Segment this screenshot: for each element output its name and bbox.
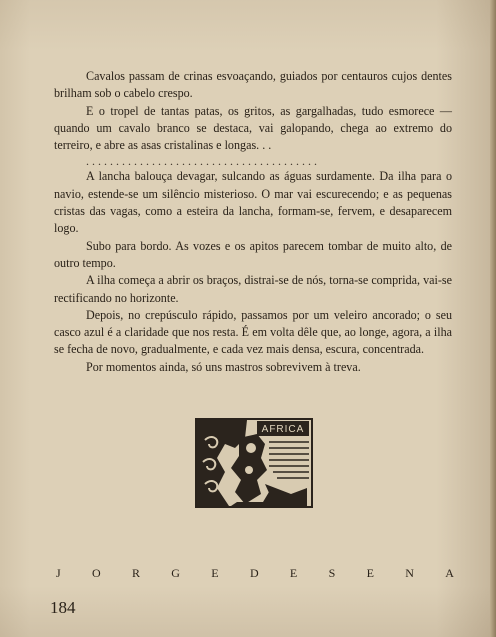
paragraph: E o tropel de tantas patas, os gritos, as gargalhadas, tudo esmorece —quando um cavalo branco se destaca, vai galopando, chega ao extremo do terreiro, e abre as asas cristalinas e longas. . .	[54, 103, 452, 153]
page-edge	[490, 0, 496, 637]
paragraph: Subo para bordo. As vozes e os apitos parecem tombar de muito alto, de outro tempo.	[54, 238, 452, 270]
author-letter: G	[171, 566, 180, 580]
section-separator: . . . . . . . . . . . . . . . . . . . . . . . . . . . . . . . . . . . . . . .	[86, 154, 317, 169]
author-letter: R	[131, 566, 140, 580]
author-letter: J	[56, 566, 61, 580]
paragraph: A lancha balouça devagar, sulcando as águas surdamente. Da ilha para o navio, estende-se um silêncio misterioso. O mar vai escurecendo; e as pequenas cristas das vagas, como a esteira da lancha, formam-se, fervem, e desaparecem logo.	[54, 169, 452, 236]
author-letter: N	[405, 566, 414, 580]
africa-emblem	[195, 418, 313, 508]
author-letter: E	[211, 566, 219, 580]
author-letter: E	[366, 566, 374, 580]
paragraph: Depois, no crepúsculo rápido, passamos por um veleiro ancorado; o seu casco azul é a claridade que nos resta. É em volta dêle que, ao longe, agora, a ilha se fecha de novo, gradualmente, e cada vez mais densa, escura, concentrada.	[54, 307, 452, 357]
author-letter: O	[91, 566, 101, 580]
author-letter: E	[289, 566, 298, 580]
paragraph: Cavalos passam de crinas esvoaçando, guiados por centauros cujos dentes brilham sob o cabelo crespo.	[54, 69, 452, 101]
paragraph: A ilha começa a abrir os braços, distrai-se de nós, torna-se comprida, vai-se rectificando no horizonte.	[54, 273, 452, 305]
page-number: 184	[50, 598, 76, 617]
body-text	[54, 68, 452, 376]
author-letter: D	[249, 566, 259, 580]
paragraph: Por momentos ainda, só uns mastros sobrevivem à treva.	[86, 359, 361, 374]
emblem-label: AFRICA	[261, 424, 305, 435]
author-letter: S	[328, 566, 336, 580]
author-name	[56, 566, 454, 581]
author-letter: A	[445, 566, 454, 580]
